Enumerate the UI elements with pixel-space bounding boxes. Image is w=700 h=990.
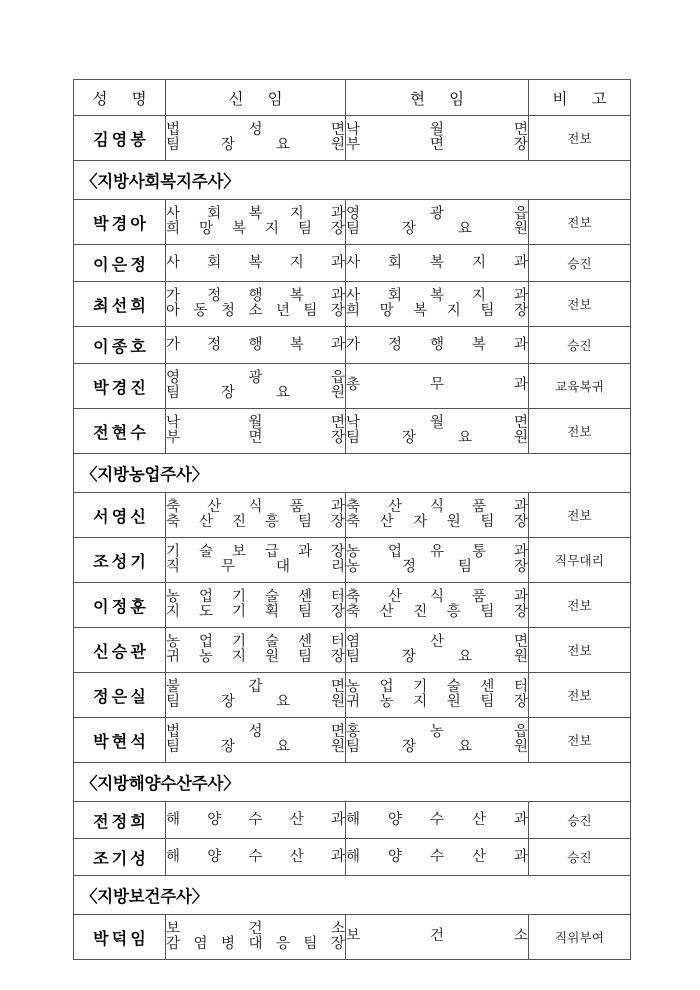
cell-current-post: 사 회 복 지 과 (346, 245, 529, 282)
cell-new-post: 법 성 면 팀 장 요 원 (166, 718, 346, 763)
table-body (74, 116, 631, 960)
cell-person-name (74, 200, 166, 245)
section-header-title: 〈지방보건주사〉 (74, 876, 631, 915)
cell-note: 승진 (529, 327, 631, 364)
table-row (74, 673, 631, 718)
cell-new-post: 기 술 보 급 과 장 직 무 대 리 (166, 538, 346, 583)
document-page (73, 79, 630, 960)
cell-current-post: 해 양 수 산 과 (346, 839, 529, 876)
person-name-label: 박덕임 (93, 928, 150, 948)
person-name-label: 이종호 (93, 336, 150, 356)
cell-note: 전보 (529, 673, 631, 718)
person-name-label: 최선희 (93, 295, 150, 315)
column-header-current-post-label: 현 임 (409, 89, 474, 108)
cell-current-post: 축 산 식 품 과 축 산 자 원 팀 장 (346, 493, 529, 538)
cell-new-post: 사 회 복 지 과 (166, 245, 346, 282)
section-header-row (74, 161, 631, 200)
cell-new-post: 법 성 면 팀 장 요 원 (166, 116, 346, 161)
cell-note: 승진 (529, 802, 631, 839)
cell-current-post: 가 정 행 복 과 (346, 327, 529, 364)
cell-note: 전보 (529, 116, 631, 161)
cell-new-post: 영 광 읍 팀 장 요 원 (166, 364, 346, 409)
cell-new-post: 농 업 기 술 센 터 귀 농 지 원 팀 장 (166, 628, 346, 673)
cell-new-post: 농 업 기 술 센 터 지 도 기 획 팀 장 (166, 583, 346, 628)
cell-note: 전보 (529, 493, 631, 538)
cell-note: 승진 (529, 839, 631, 876)
person-name-label: 정은실 (93, 686, 150, 706)
cell-current-post: 낙 월 면 팀 장 요 원 (346, 409, 529, 454)
cell-person-name (74, 802, 166, 839)
cell-current-post: 농 업 기 술 센 터 귀 농 지 원 팀 장 (346, 673, 529, 718)
table-row (74, 718, 631, 763)
cell-person-name (74, 673, 166, 718)
table-row (74, 628, 631, 673)
cell-new-post: 사 회 복 지 과 희 망 복 지 팀 장 (166, 200, 346, 245)
cell-new-post: 낙 월 면 부 면 장 (166, 409, 346, 454)
cell-current-post: 농 업 유 통 과 농 정 팀 장 (346, 538, 529, 583)
cell-current-post: 낙 월 면 부 면 장 (346, 116, 529, 161)
cell-new-post: 불 갑 면 팀 장 요 원 (166, 673, 346, 718)
cell-new-post: 가 정 행 복 과 (166, 327, 346, 364)
cell-note: 전보 (529, 628, 631, 673)
table-row (74, 915, 631, 960)
cell-note: 직무대리 (529, 538, 631, 583)
cell-person-name (74, 583, 166, 628)
cell-note: 전보 (529, 718, 631, 763)
personnel-roster-table (73, 79, 631, 960)
cell-person-name (74, 116, 166, 161)
cell-person-name (74, 718, 166, 763)
section-header-row (74, 454, 631, 493)
table-row (74, 493, 631, 538)
section-header-row (74, 876, 631, 915)
cell-current-post: 축 산 식 품 과 축 산 진 흥 팀 장 (346, 583, 529, 628)
person-name-label: 신승관 (93, 641, 150, 661)
cell-person-name (74, 409, 166, 454)
section-header-title: 〈지방사회복지주사〉 (74, 161, 631, 200)
table-row (74, 409, 631, 454)
person-name-label: 박경아 (93, 213, 150, 233)
column-header-new-post-label: 신 임 (228, 89, 293, 108)
table-row (74, 200, 631, 245)
cell-note: 직위부여 (529, 915, 631, 960)
cell-current-post: 홍 농 읍 팀 장 요 원 (346, 718, 529, 763)
table-row (74, 364, 631, 409)
cell-person-name (74, 915, 166, 960)
table-row (74, 538, 631, 583)
cell-new-post: 보 건 소 감 염 병 대 응 팀 장 (166, 915, 346, 960)
section-header-title: 〈지방농업주사〉 (74, 454, 631, 493)
cell-note: 전보 (529, 282, 631, 327)
cell-note: 전보 (529, 409, 631, 454)
cell-person-name (74, 282, 166, 327)
cell-note: 전보 (529, 200, 631, 245)
cell-current-post: 보 건 소 (346, 915, 529, 960)
person-name-label: 박경진 (93, 377, 150, 397)
column-header-new-post (166, 80, 346, 116)
person-name-label: 조기성 (93, 848, 150, 868)
cell-current-post: 사 회 복 지 과 희 망 복 지 팀 장 (346, 282, 529, 327)
person-name-label: 김영봉 (93, 129, 150, 149)
cell-current-post: 총 무 과 (346, 364, 529, 409)
cell-current-post: 염 산 면 팀 장 요 원 (346, 628, 529, 673)
cell-note: 승진 (529, 245, 631, 282)
table-row (74, 245, 631, 282)
person-name-label: 전정희 (93, 811, 150, 831)
section-header-title: 〈지방해양수산주사〉 (74, 763, 631, 802)
cell-note: 전보 (529, 583, 631, 628)
person-name-label: 박현석 (93, 731, 150, 751)
cell-person-name (74, 364, 166, 409)
table-header (74, 80, 631, 116)
cell-person-name (74, 628, 166, 673)
table-row (74, 839, 631, 876)
table-row (74, 802, 631, 839)
cell-new-post: 축 산 식 품 과 축 산 진 흥 팀 장 (166, 493, 346, 538)
cell-person-name (74, 245, 166, 282)
cell-new-post: 가 정 행 복 과 아 동 청 소 년 팀 장 (166, 282, 346, 327)
column-header-note (529, 80, 631, 116)
person-name-label: 서영신 (93, 506, 150, 526)
table-row (74, 116, 631, 161)
column-header-name (74, 80, 166, 116)
cell-person-name (74, 327, 166, 364)
cell-person-name (74, 839, 166, 876)
cell-person-name (74, 493, 166, 538)
cell-current-post: 영 광 읍 팀 장 요 원 (346, 200, 529, 245)
person-name-label: 이은정 (93, 254, 150, 274)
cell-new-post: 해 양 수 산 과 (166, 802, 346, 839)
table-header-row (74, 80, 631, 116)
cell-note: 교육복귀 (529, 364, 631, 409)
cell-current-post: 해 양 수 산 과 (346, 802, 529, 839)
cell-person-name (74, 538, 166, 583)
column-header-current-post (346, 80, 529, 116)
table-row (74, 583, 631, 628)
person-name-label: 전현수 (93, 422, 150, 442)
person-name-label: 조성기 (93, 551, 150, 571)
cell-new-post: 해 양 수 산 과 (166, 839, 346, 876)
table-row (74, 327, 631, 364)
column-header-note-label: 비 고 (552, 89, 617, 108)
section-header-row (74, 763, 631, 802)
person-name-label: 이정훈 (93, 596, 150, 616)
column-header-name-label: 성 명 (92, 89, 157, 108)
table-row (74, 282, 631, 327)
